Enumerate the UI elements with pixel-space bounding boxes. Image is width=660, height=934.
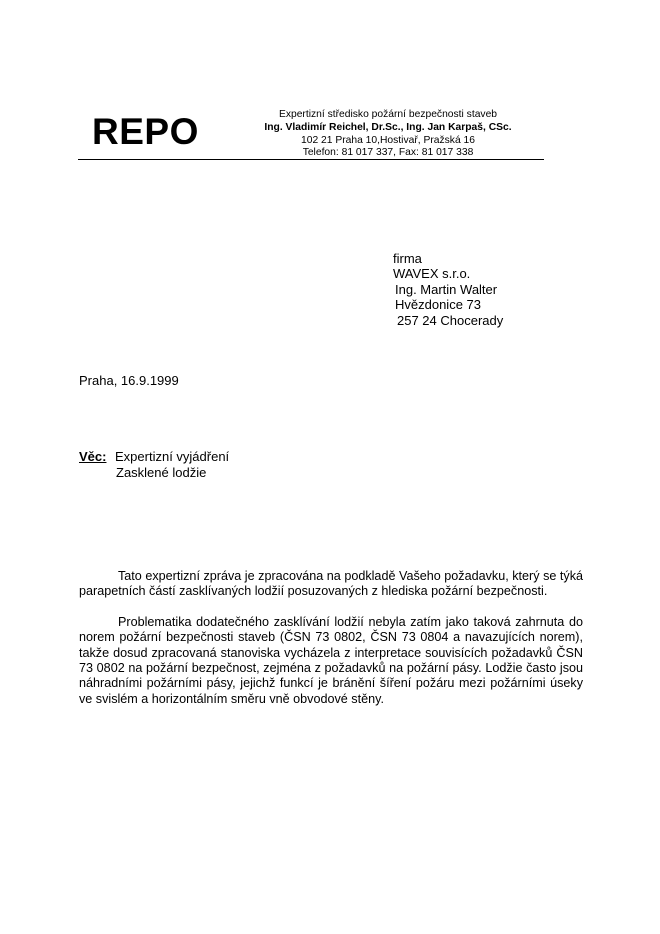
- recipient-city: 257 24 Chocerady: [397, 312, 504, 328]
- letter-date: Praha, 16.9.1999: [79, 373, 179, 388]
- letter-body: [79, 569, 583, 722]
- body-paragraph-2: Problematika dodatečného zasklívání lodžií nebyla zatím jako taková zahrnuta do norem požární bezpečnosti staveb (ČSN 73 0802, ČSN 73 0804 a navazujících norem), takže dosud zpracovaná stanoviska vycházela z interpretace souvisících požadavků ČSN 73 0802 na požární bezpečnost, zejména z požadavků na požární pásy. Lodžie často jsou náhradními požárními pásy, jejichž funkcí je bránění šíření požáru mezi požárními úseky ve svislém a horizontálním směru vně obvodové stěny.: [79, 614, 583, 706]
- organization-persons: Ing. Vladimír Reichel, Dr.Sc., Ing. Jan Karpaš, CSc.: [264, 121, 512, 133]
- subject-line-2: Zasklené lodžie: [116, 464, 207, 480]
- recipient-street: Hvězdonice 73: [395, 297, 481, 313]
- recipient-person: Ing. Martin Walter: [395, 281, 498, 297]
- organization-address: 102 21 Praha 10,Hostivař, Pražská 16: [300, 134, 475, 146]
- recipient-address: [393, 251, 503, 328]
- organization-info: [228, 109, 548, 160]
- recipient-line: firma: [393, 251, 422, 266]
- organization-contact: Telefon: 81 017 337, Fax: 81 017 338: [302, 147, 474, 159]
- subject-label: Věc:: [79, 449, 107, 464]
- company-logo: REPO: [92, 111, 199, 152]
- recipient-company: WAVEX s.r.o.: [393, 266, 471, 282]
- subject-block: [79, 449, 229, 480]
- organization-name: Expertizní středisko požární bezpečnosti staveb: [278, 109, 498, 120]
- body-paragraph-1: Tato expertizní zpráva je zpracována na podkladě Vašeho požadavku, který se týká parapetních částí zasklívaných lodžií posuzovaných z hlediska požární bezpečnosti.: [79, 569, 583, 599]
- subject-line-1: Expertizní vyjádření: [115, 449, 230, 464]
- letterhead: [78, 104, 544, 160]
